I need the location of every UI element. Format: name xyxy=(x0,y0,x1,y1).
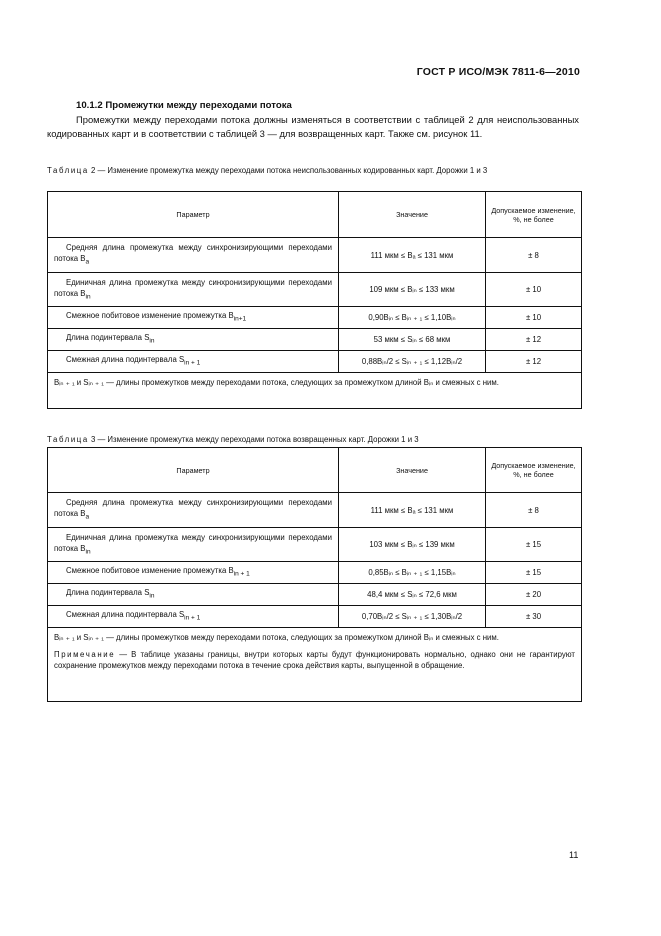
section-paragraph: Промежутки между переходами потока должны изменяться в соответствии с таблицей 2 для неиспользованных кодированных карт и в соответствии с таблицей 3 — для возвращенных карт. Также см. рисунок 11. xyxy=(47,114,579,139)
table-row xyxy=(48,528,582,562)
note-text: — В таблице указаны границы, внутри которых карты будут функционировать нормально, однако они не гарантируют сохранение промежутков между переходами потока в течение срока действия карты, выпущенной в обращение. xyxy=(54,650,575,670)
table3-header-row xyxy=(48,448,582,493)
param-text: Длина подинтервала S xyxy=(66,588,150,598)
param-subscript: in + 1 xyxy=(184,359,201,367)
table3-row4-tolerance: ± 20 xyxy=(486,584,582,606)
table2-row4-tolerance: ± 12 xyxy=(486,329,582,351)
table2-row2-value: 109 мкм ≤ Bᵢₙ ≤ 133 мкм xyxy=(339,273,486,307)
table-row xyxy=(48,584,582,606)
table2-row1-tolerance: ± 8 xyxy=(486,238,582,273)
table2-footnote-row xyxy=(48,373,582,409)
table-row xyxy=(48,307,582,329)
table2-caption-text: 2 — Изменение промежутка между переходами потока неиспользованных кодированных карт. Дорожки 1 и 3 xyxy=(88,166,488,175)
param-text: Смежное побитовое изменение промежутка B xyxy=(66,566,234,576)
table2-row2-param xyxy=(48,273,339,307)
table3-header-tolerance: Допускаемое изменение, %, не более xyxy=(486,448,582,493)
param-subscript: in xyxy=(85,293,91,301)
table2-caption xyxy=(47,165,587,176)
table2-row3-param xyxy=(48,307,339,329)
table-row xyxy=(48,329,582,351)
table-row xyxy=(48,606,582,628)
note-label: Примечание xyxy=(54,650,116,659)
param-text: Единичная длина промежутка между синхронизирующими переходами потока B xyxy=(54,277,332,298)
param-subscript: in + 1 xyxy=(184,614,201,622)
table3-caption-label: Таблица xyxy=(47,435,89,444)
table3-row2-value: 103 мкм ≤ Bᵢₙ ≤ 139 мкм xyxy=(339,528,486,562)
document-code: ГОСТ Р ИСО/МЭК 7811-6—2010 xyxy=(416,66,580,78)
table2-row4-value: 53 мкм ≤ Sᵢₙ ≤ 68 мкм xyxy=(339,329,486,351)
param-text: Смежное побитовое изменение промежутка B xyxy=(66,311,234,321)
table3-caption-text: 3 — Изменение промежутка между переходами потока возвращенных карт. Дорожки 1 и 3 xyxy=(88,435,419,444)
table-row xyxy=(48,562,582,584)
table3-row5-tolerance: ± 30 xyxy=(486,606,582,628)
param-subscript: in xyxy=(149,337,155,345)
table2-caption-label: Таблица xyxy=(47,166,89,175)
table3-row1-param xyxy=(48,493,339,528)
table3-header-value: Значение xyxy=(339,448,486,493)
table3-footnote: Bᵢₙ ₊ ₁ и Sᵢₙ ₊ ₁ — длины промежутков между переходами потока, следующих за промежутком длиной Bᵢₙ и смежных с ним. xyxy=(54,633,499,642)
table3-row3-value: 0,85Bᵢₙ ≤ Bᵢₙ ₊ ₁ ≤ 1,15Bᵢₙ xyxy=(339,562,486,584)
table3-row3-tolerance: ± 15 xyxy=(486,562,582,584)
table2-header-value: Значение xyxy=(339,192,486,238)
param-subscript: in + 1 xyxy=(233,570,250,578)
param-text: Смежная длина подинтервала S xyxy=(66,610,185,620)
param-text: Смежная длина подинтервала S xyxy=(66,355,185,365)
table3-note xyxy=(54,649,575,671)
table2-row5-param xyxy=(48,351,339,373)
table2-header-row xyxy=(48,192,582,238)
table3-footnote-cell xyxy=(48,628,582,702)
table2-row5-tolerance: ± 12 xyxy=(486,351,582,373)
table-row xyxy=(48,238,582,273)
table-row xyxy=(48,273,582,307)
section-title: 10.1.2 Промежутки между переходами потока xyxy=(76,100,292,111)
table3-row5-value: 0,70Bᵢₙ/2 ≤ Sᵢₙ ₊ ₁ ≤ 1,30Bᵢₙ/2 xyxy=(339,606,486,628)
table3 xyxy=(47,447,582,702)
table2-row4-param xyxy=(48,329,339,351)
table2-header-param: Параметр xyxy=(48,192,339,238)
table2 xyxy=(47,191,582,409)
param-text: Средняя длина промежутка между синхронизирующими переходами потока B xyxy=(54,498,332,519)
param-text: Средняя длина промежутка между синхронизирующими переходами потока B xyxy=(54,243,332,264)
table3-row2-tolerance: ± 15 xyxy=(486,528,582,562)
param-text: Единичная длина промежутка между синхронизирующими переходами потока B xyxy=(54,532,332,553)
table3-row4-param xyxy=(48,584,339,606)
param-subscript: a xyxy=(85,258,90,266)
param-subscript: in xyxy=(149,592,155,600)
table2-row3-value: 0,90Bᵢₙ ≤ Bᵢₙ ₊ ₁ ≤ 1,10Bᵢₙ xyxy=(339,307,486,329)
table3-row4-value: 48,4 мкм ≤ Sᵢₙ ≤ 72,6 мкм xyxy=(339,584,486,606)
table-row xyxy=(48,493,582,528)
table3-header-param: Параметр xyxy=(48,448,339,493)
table3-caption xyxy=(47,434,587,445)
table3-row1-value: 111 мкм ≤ Bₐ ≤ 131 мкм xyxy=(339,493,486,528)
param-subscript: a xyxy=(85,513,90,521)
table3-row5-param xyxy=(48,606,339,628)
table3-row2-param xyxy=(48,528,339,562)
table2-row2-tolerance: ± 10 xyxy=(486,273,582,307)
table2-row3-tolerance: ± 10 xyxy=(486,307,582,329)
param-text: Длина подинтервала S xyxy=(66,333,150,343)
table2-header-tolerance: Допускаемое изменение, %, не более xyxy=(486,192,582,238)
table2-footnote: Bᵢₙ ₊ ₁ и Sᵢₙ ₊ ₁ — длины промежутков между переходами потока, следующих за промежутком длиной Bᵢₙ и смежных с ним. xyxy=(48,373,582,409)
table3-footnote-row xyxy=(48,628,582,702)
table3-row3-param xyxy=(48,562,339,584)
table2-row1-value: 111 мкм ≤ Bₐ ≤ 131 мкм xyxy=(339,238,486,273)
table3-row1-tolerance: ± 8 xyxy=(486,493,582,528)
table2-row5-value: 0,88Bᵢₙ/2 ≤ Sᵢₙ ₊ ₁ ≤ 1,12Bᵢₙ/2 xyxy=(339,351,486,373)
table2-row1-param xyxy=(48,238,339,273)
param-subscript: in+1 xyxy=(233,315,247,323)
param-subscript: in xyxy=(85,548,91,556)
page-number: 11 xyxy=(569,850,579,860)
table-row xyxy=(48,351,582,373)
